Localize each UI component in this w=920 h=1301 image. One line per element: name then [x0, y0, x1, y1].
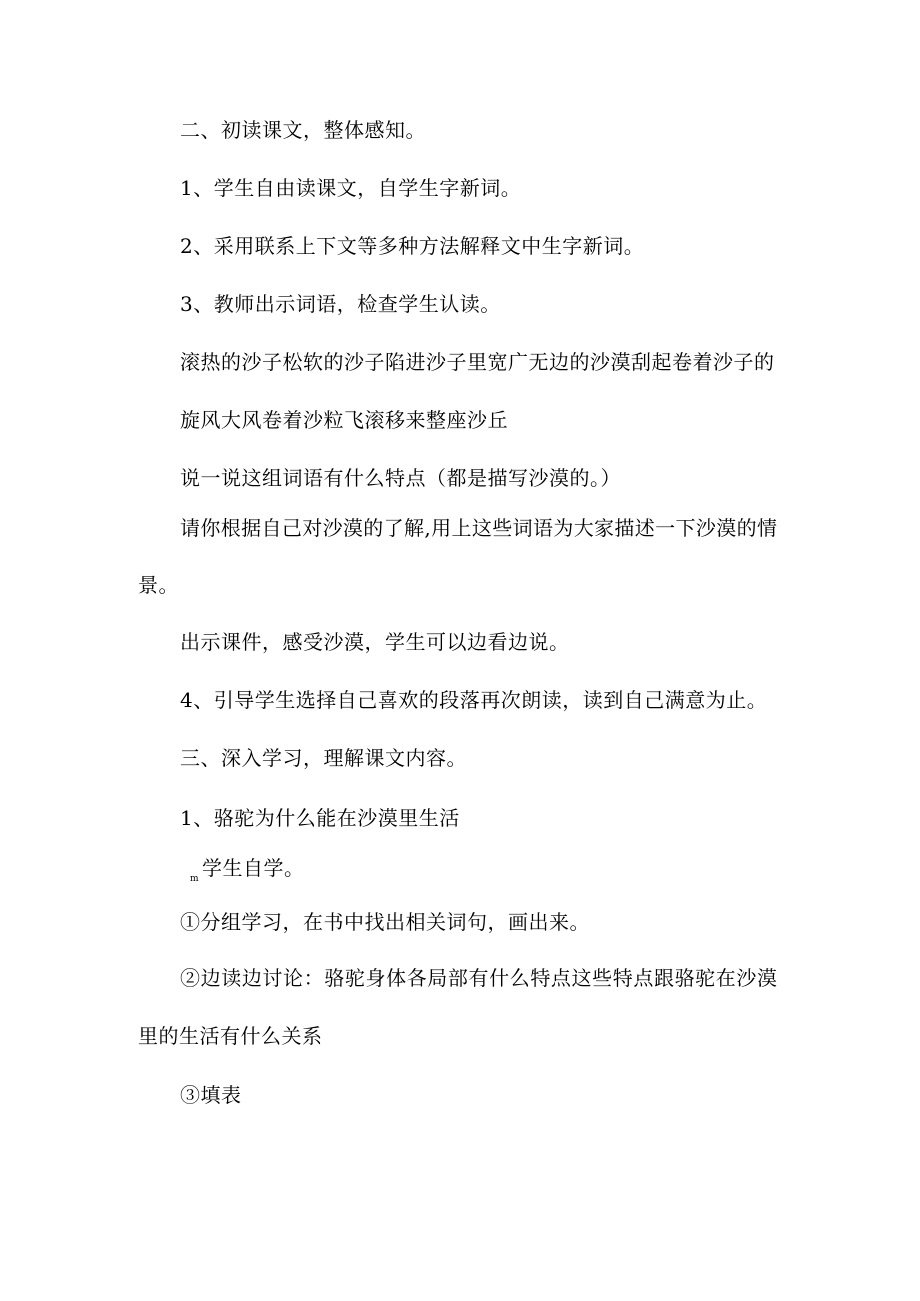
- paragraph-line: 出示课件，感受沙漠，学生可以边看边说。: [180, 630, 570, 654]
- paragraph-line: [190, 856, 305, 891]
- list-item: 1、学生自由读课文，自学生字新词。: [180, 176, 522, 200]
- paragraph-text: 学生自学。: [202, 856, 305, 880]
- section-heading-2: 二、初读课文，整体感知。: [180, 118, 426, 142]
- list-item: ②边读边讨论：骆驼身体各局部有什么特点这些特点跟骆驼在沙漠: [180, 966, 777, 990]
- list-item: ③填表: [180, 1083, 242, 1107]
- paragraph-line: 旋风大风卷着沙粒飞滚移来整座沙丘: [180, 408, 508, 432]
- paragraph-line: 里的生活有什么关系: [138, 1024, 323, 1048]
- list-item: 4、引导学生选择自己喜欢的段落再次朗读，读到自己满意为止。: [180, 688, 768, 712]
- paragraph-line: 说一说这组词语有什么特点（都是描写沙漠的。）: [180, 466, 621, 490]
- section-heading-3: 三、深入学习，理解课文内容。: [180, 746, 467, 770]
- list-item: 3、教师出示词语，检查学生认读。: [180, 292, 501, 316]
- small-mark: m: [190, 874, 200, 884]
- paragraph-line: 请你根据自己对沙漠的了解,用上这些词语为大家描述一下沙漠的情: [180, 516, 777, 540]
- list-item: 2、采用联系上下文等多种方法解释文中生字新词。: [180, 234, 645, 258]
- paragraph-line: 滚热的沙子松软的沙子陷进沙子里宽广无边的沙漠刮起卷着沙子的: [180, 350, 775, 374]
- list-item: ①分组学习，在书中找出相关词句，画出来。: [180, 910, 590, 934]
- list-item: 1、骆驼为什么能在沙漠里生活: [180, 806, 460, 830]
- paragraph-line: 景。: [138, 573, 179, 597]
